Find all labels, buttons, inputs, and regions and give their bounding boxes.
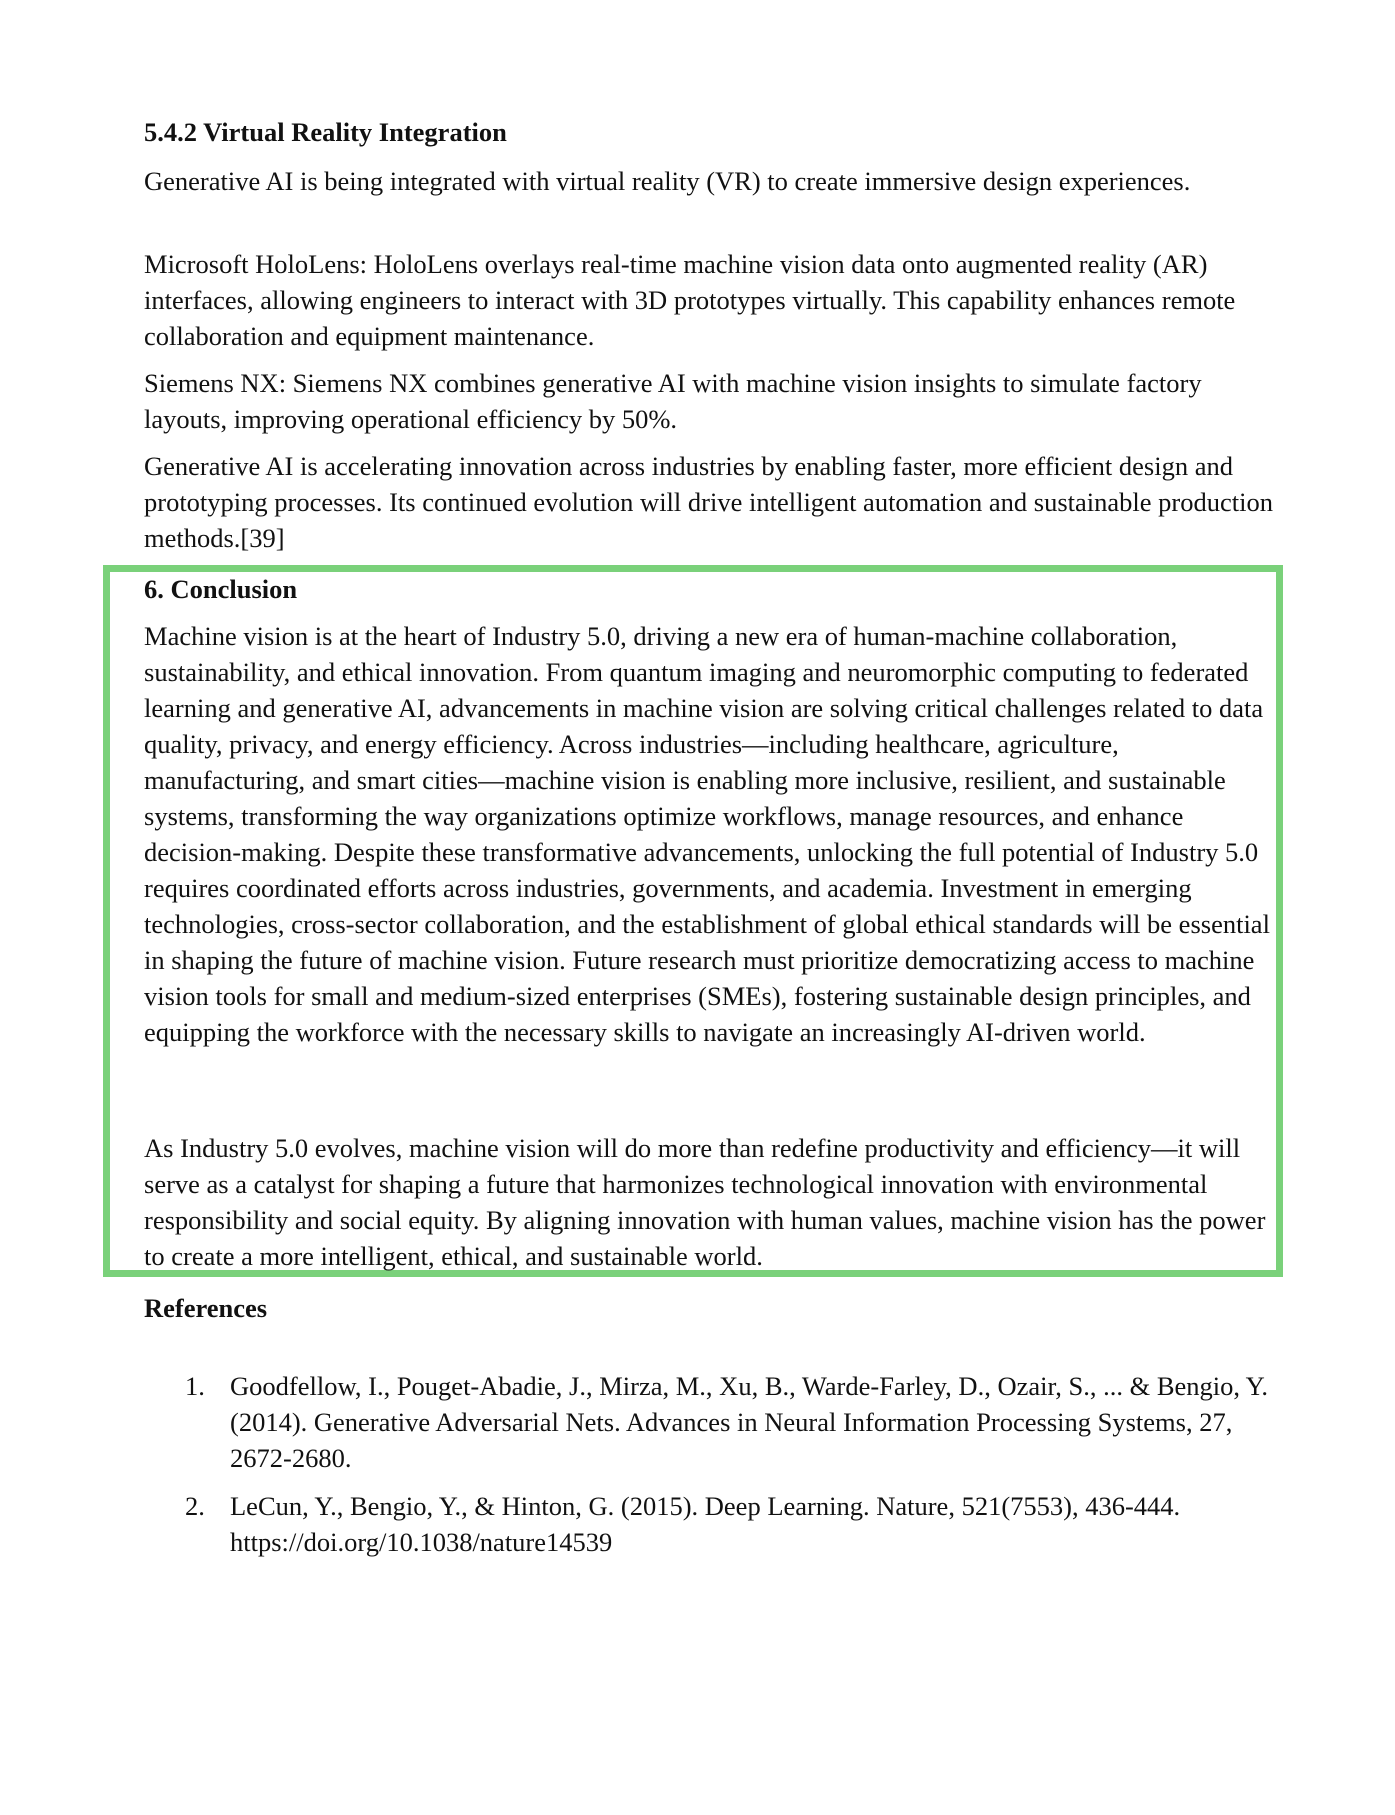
- paragraph-text: Siemens NX: Siemens NX combines generative AI with machine vision insights to simulate factory layouts, improving operational efficiency by 50%.: [144, 368, 1202, 434]
- paragraph-conclusion-main: [144, 618, 1274, 1050]
- paragraph-text: Generative AI is accelerating innovation across industries by enabling faster, more efficient design and prototyping processes. Its continued evolution will drive intelligent automation and sustainable production methods.[39]: [144, 451, 1273, 553]
- references-list: [144, 1368, 1274, 1572]
- paragraph-text: Generative AI is being integrated with virtual reality (VR) to create immersive design experiences.: [144, 166, 1191, 196]
- section-heading-conclusion: 6. Conclusion: [144, 574, 298, 604]
- paragraph-vr-intro: [144, 163, 1274, 199]
- paragraph-hololens: [144, 246, 1274, 354]
- reference-item: [144, 1368, 1274, 1476]
- paragraph-generative-ai-summary: [144, 448, 1274, 556]
- paragraph-text: Microsoft HoloLens: HoloLens overlays real-time machine vision data onto augmented reality (AR) interfaces, allowing engineers to interact with 3D prototypes virtually. This capability enhances remote collaboration and equipment maintenance.: [144, 249, 1236, 351]
- reference-number: 2.: [185, 1491, 205, 1521]
- paragraph-siemens-nx: [144, 365, 1274, 437]
- reference-item: [144, 1488, 1274, 1560]
- section-heading-references: References: [144, 1293, 268, 1323]
- reference-text: Goodfellow, I., Pouget-Abadie, J., Mirza, M., Xu, B., Warde-Farley, D., Ozair, S., ... & Bengio, Y. (2014). Generative Adversarial Nets. Advances in Neural Information Processing Systems, 27, 2672-2680.: [230, 1371, 1268, 1473]
- reference-text: LeCun, Y., Bengio, Y., & Hinton, G. (2015). Deep Learning. Nature, 521(7553), 436-444. https://doi.org/10.1038/nature14539: [230, 1491, 1181, 1557]
- reference-number: 1.: [185, 1371, 205, 1401]
- paragraph-conclusion-closing: [144, 1130, 1274, 1274]
- paragraph-text: Machine vision is at the heart of Industry 5.0, driving a new era of human-machine collaboration, sustainability, and ethical innovation. From quantum imaging and neuromorphic computing to federated learning and generative AI, advancements in machine vision are solving critical challenges related to data quality, privacy, and energy efficiency. Across industries—including healthcare, agriculture, manufacturing, and smart cities—machine vision is enabling more inclusive, resilient, and sustainable systems, transforming the way organizations optimize workflows, manage resources, and enhance decision-making. Despite these transformative advancements, unlocking the full potential of Industry 5.0 requires coordinated efforts across industries, governments, and academia. Investment in emerging technologies, cross-sector collaboration, and the establishment of global ethical standards will be essential in shaping the future of machine vision. Future research must prioritize democratizing access to machine vision tools for small and medium-sized enterprises (SMEs), fostering sustainable design principles, and equipping the workforce with the necessary skills to navigate an increasingly AI-driven world.: [144, 621, 1270, 1047]
- paragraph-text: As Industry 5.0 evolves, machine vision will do more than redefine productivity and efficiency—it will serve as a catalyst for shaping a future that harmonizes technological innovation with environmental responsibility and social equity. By aligning innovation with human values, machine vision has the power to create a more intelligent, ethical, and sustainable world.: [144, 1133, 1266, 1271]
- section-heading-5-4-2: 5.4.2 Virtual Reality Integration: [144, 117, 507, 147]
